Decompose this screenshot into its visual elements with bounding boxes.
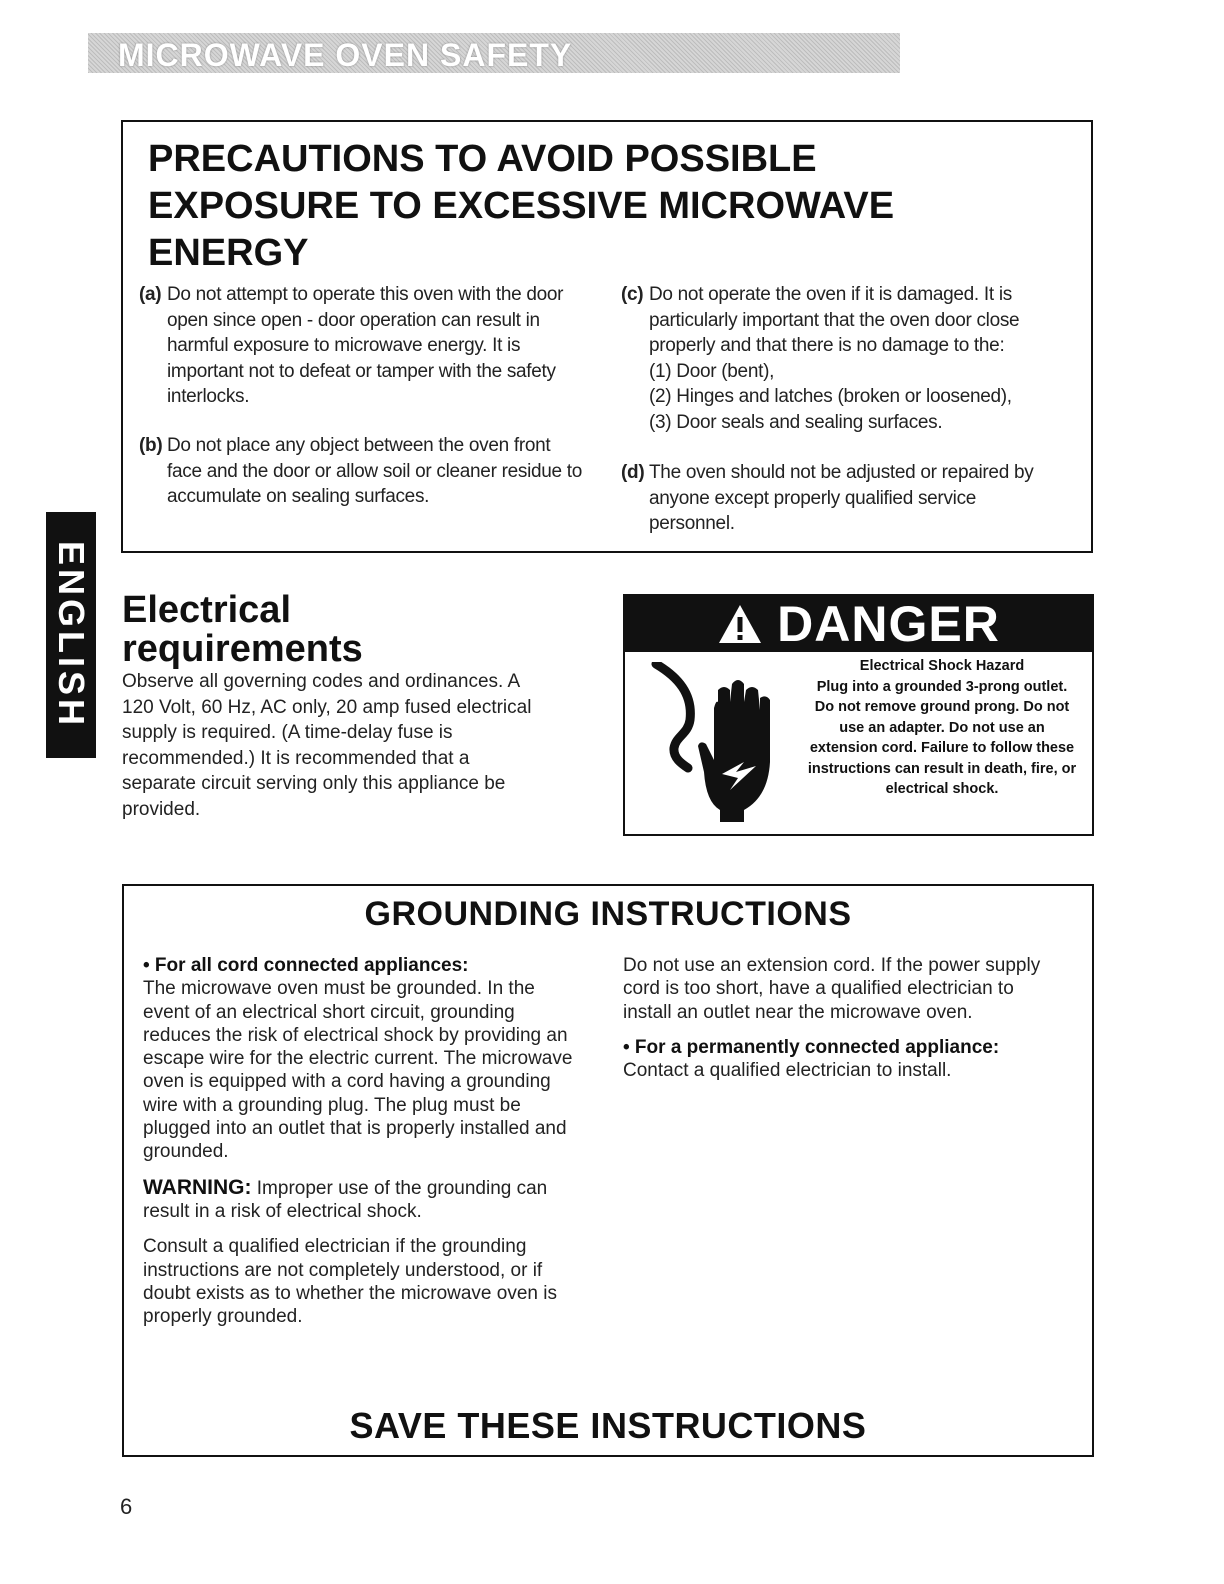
grounding-right-column [623,954,1043,1094]
precaution-item-b [139,433,589,510]
cord-connected-heading: • For all cord connected appliances: [143,955,469,976]
permanent-heading: • For a permanently connected appliance: [623,1036,1000,1058]
item-text: Do not operate the oven if it is damaged. It is particularly important that the oven door close properly and that there is no damage to the: [649,284,1020,356]
cord-connected-text: The microwave oven must be grounded. In the event of an electrical short circuit, grounding reduces the risk of electrical shock by providing an escape wire for the electric current. The microwave oven is equipped with a cord having a grounding wire with a grounding plug. The plug must be plugged into an outlet that is properly installed and grounded. [143,978,573,1163]
page-number: 6 [120,1494,133,1519]
grounding-title: GROUNDING INSTRUCTIONS [364,895,852,933]
item-label: (c) [621,284,644,305]
permanent-text: Contact a qualified electrician to install. [623,1060,952,1082]
item-label: (a) [139,284,162,305]
item-sub-1: (1) Door (bent), [649,360,775,382]
electrical-body: Observe all governing codes and ordinances. A 120 Volt, 60 Hz, AC only, 20 amp fused electrical supply is required. (A time-delay fuse is recommended.) It is recommended that a separate circuit serving only this appliance be provided. [122,671,532,820]
extension-cord-text: Do not use an extension cord. If the power supply cord is too short, have a qualified electrician to install an outlet near the microwave oven. [623,955,1041,1023]
danger-text [806,656,1078,800]
warning-text: Improper use of the grounding can result in a risk of electrical shock. [143,1177,548,1222]
danger-body: Plug into a grounded 3-prong outlet. Do not remove ground prong. Do not use an adapter. Do not use an extension cord. Failure to follow these instructions can result in death, fire, or electrical shock. [807,678,1077,797]
warning-triangle-icon [717,603,763,645]
section-title: MICROWAVE OVEN SAFETY [118,37,573,73]
danger-header [625,596,1092,652]
precaution-item-a [139,282,579,410]
electrical-title-line2: requirements [122,628,363,670]
danger-hazard: Electrical Shock Hazard [859,658,1025,674]
danger-heading: DANGER [777,596,1000,652]
electrical-title-line1: Electrical [122,589,291,631]
item-text: The oven should not be adjusted or repaired by anyone except properly qualified service personnel. [649,462,1034,534]
precautions-title: PRECAUTIONS TO AVOID POSSIBLE EXPOSURE TO EXCESSIVE MICROWAVE ENERGY [148,138,895,274]
item-sub-3: (3) Door seals and sealing surfaces. [649,411,943,433]
language-tab-label: ENGLISH [51,540,92,729]
electrical-title [122,591,522,669]
precaution-item-c [621,282,1061,435]
precaution-item-d [621,460,1061,537]
item-label: (b) [139,435,163,456]
item-text: Do not attempt to operate this oven with the door open since open - door operation can result in harmful exposure to microwave energy. It is important not to defeat or tamper with the safety interlocks. [167,284,564,407]
item-label: (d) [621,462,645,483]
warning-label: WARNING: [143,1175,252,1199]
grounding-left-column [143,954,575,1340]
consult-text: Consult a qualified electrician if the grounding instructions are not completely understood, or if doubt exists as to whether the microwave oven is properly grounded. [143,1236,557,1328]
item-sub-2: (2) Hinges and latches (broken or loosened), [649,386,1012,407]
save-instructions-title: SAVE THESE INSTRUCTIONS [349,1405,867,1446]
electric-shock-hand-icon [648,662,794,822]
item-text: Do not place any object between the oven front face and the door or allow soil or cleaner residue to accumulate on sealing surfaces. [167,435,583,507]
